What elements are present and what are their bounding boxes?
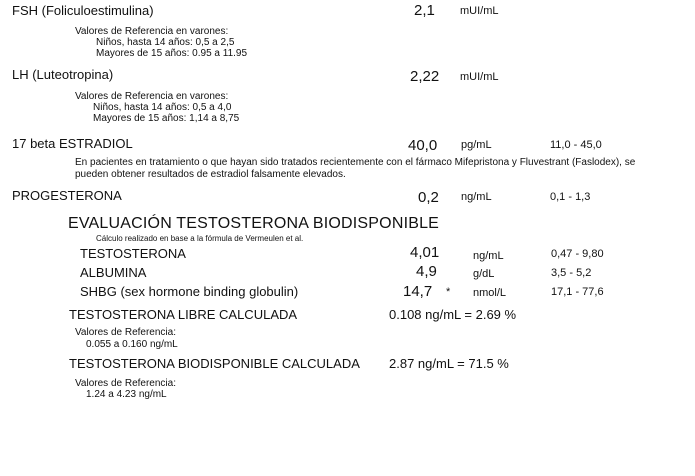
fsh-unit: mUI/mL [460, 5, 499, 17]
albumina-range: 3,5 - 5,2 [551, 267, 592, 279]
progesterona-unit: ng/mL [461, 191, 492, 203]
lh-ref-line2: Mayores de 15 años: 1,14 a 8,75 [93, 113, 240, 124]
shbg-range: 17,1 - 77,6 [551, 286, 604, 298]
lh-unit: mUI/mL [460, 71, 499, 83]
lh-ref-title: Valores de Referencia en varones: [75, 91, 229, 102]
testosterona-range: 0,47 - 9,80 [551, 248, 604, 260]
estradiol-note-line2: pueden obtener resultados de estradiol falsamente elevados. [75, 169, 346, 180]
evaluacion-title: EVALUACIÓN TESTOSTERONA BIODISPONIBLE [68, 215, 440, 232]
testosterona-name: TESTOSTERONA [80, 246, 186, 261]
biodisponible-ref-title: Valores de Referencia: [75, 378, 176, 389]
estradiol-note-line1: En pacientes en tratamiento o que hayan sido tratados recientemente con el fármaco Mifepristona y Fluvestrant (Faslodex), se [75, 157, 636, 168]
fsh-name: FSH (Foliculoestimulina) [12, 3, 154, 18]
libre-name: TESTOSTERONA LIBRE CALCULADA [69, 307, 298, 322]
libre-result: 0.108 ng/mL = 2.69 % [389, 307, 517, 322]
albumina-name: ALBUMINA [80, 265, 147, 280]
albumina-unit: g/dL [473, 268, 495, 280]
fsh-ref-line1: Niños, hasta 14 años: 0,5 a 2,5 [96, 37, 235, 48]
estradiol-range: 11,0 - 45,0 [550, 139, 602, 151]
progesterona-name: PROGESTERONA [12, 188, 122, 203]
albumina-value: 4,9 [416, 263, 437, 280]
lh-ref-line1: Niños, hasta 14 años: 0,5 a 4,0 [93, 102, 232, 113]
fsh-ref-title: Valores de Referencia en varones: [75, 26, 229, 37]
shbg-value: 14,7 [403, 283, 433, 300]
testosterona-unit: ng/mL [473, 250, 504, 262]
estradiol-name: 17 beta ESTRADIOL [12, 136, 133, 151]
fsh-ref-line2: Mayores de 15 años: 0.95 a 11.95 [96, 48, 248, 59]
fsh-value: 2,1 [414, 2, 435, 19]
libre-ref-value: 0.055 a 0.160 ng/mL [86, 339, 178, 350]
progesterona-range: 0,1 - 1,3 [550, 191, 591, 203]
biodisponible-name: TESTOSTERONA BIODISPONIBLE CALCULADA [69, 356, 360, 371]
biodisponible-result: 2.87 ng/mL = 71.5 % [389, 356, 509, 371]
testosterona-value: 4,01 [410, 244, 440, 261]
libre-ref-title: Valores de Referencia: [75, 327, 176, 338]
shbg-unit: nmol/L [473, 287, 507, 299]
shbg-name: SHBG (sex hormone binding globulin) [80, 284, 299, 299]
estradiol-value: 40,0 [408, 137, 438, 154]
evaluacion-subtitle: Cálculo realizado en base a la fórmula de Vermeulen et al. [96, 234, 304, 243]
shbg-flag: * [446, 286, 451, 298]
lh-name: LH (Luteotropina) [12, 67, 114, 82]
lh-value: 2,22 [410, 68, 440, 85]
progesterona-value: 0,2 [418, 189, 439, 206]
biodisponible-ref-value: 1.24 a 4.23 ng/mL [86, 389, 167, 400]
estradiol-unit: pg/mL [461, 139, 492, 151]
